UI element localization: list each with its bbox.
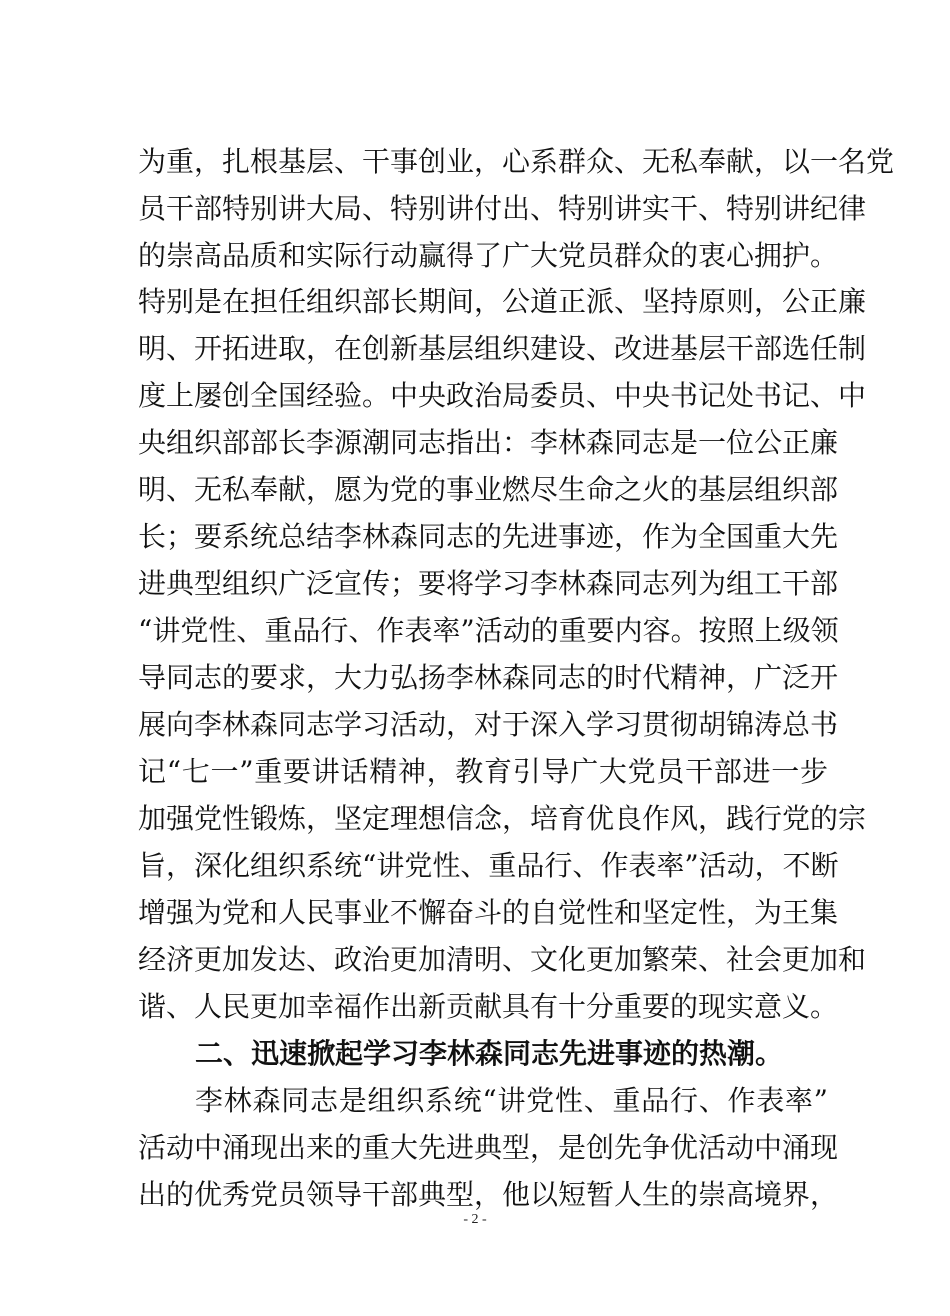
paragraph-line: 特别是在担任组织部长期间，公道正派、坚持原则，公正廉 (138, 285, 867, 318)
paragraph-line: 进典型组织广泛宣传；要将学习李林森同志列为组工干部 (138, 567, 839, 600)
page-number: - 2 - (463, 1212, 487, 1227)
paragraph-line: 展向李林森同志学习活动，对于深入学习贯彻胡锦涛总书 (138, 708, 839, 741)
paragraph-line: 李林森同志是组织系统“讲党性、重品行、作表率” (195, 1084, 828, 1117)
paragraph-line: 明、无私奉献，愿为党的事业燃尽生命之火的基层组织部 (138, 473, 839, 506)
paragraph-line: 记“七一”重要讲话精神，教育引导广大党员干部进一步 (138, 755, 828, 788)
paragraph-line: 的崇高品质和实际行动赢得了广大党员群众的衷心拥护。 (138, 239, 839, 272)
paragraph-line: 为重，扎根基层、干事创业，心系群众、无私奉献，以一名党 (138, 145, 895, 178)
paragraph-line: 明、开拓进取，在创新基层组织建设、改进基层干部选任制 (138, 332, 867, 365)
paragraph-line: 长；要系统总结李林森同志的先进事迹，作为全国重大先 (138, 520, 839, 553)
paragraph-line: 加强党性锻炼，坚定理想信念，培育优良作风，践行党的宗 (138, 802, 867, 835)
paragraph-line: 增强为党和人民事业不懈奋斗的自觉性和坚定性，为王集 (138, 896, 839, 929)
paragraph-line: 活动中涌现出来的重大先进典型，是创先争优活动中涌现 (138, 1131, 839, 1164)
paragraph-line: 旨，深化组织系统“讲党性、重品行、作表率”活动，不断 (138, 849, 839, 882)
paragraph-line: 员干部特别讲大局、特别讲付出、特别讲实干、特别讲纪律 (138, 192, 867, 225)
paragraph-line: 经济更加发达、政治更加清明、文化更加繁荣、社会更加和 (138, 943, 867, 976)
paragraph-line: “讲党性、重品行、作表率”活动的重要内容。按照上级领 (138, 614, 839, 647)
paragraph-line: 央组织部部长李源潮同志指出：李林森同志是一位公正廉 (138, 426, 839, 459)
paragraph-line: 出的优秀党员领导干部典型，他以短暂人生的崇高境界， (138, 1178, 839, 1211)
paragraph-line: 谐、人民更加幸福作出新贡献具有十分重要的现实意义。 (138, 990, 839, 1023)
section-heading: 二、迅速掀起学习李林森同志先进事迹的热潮。 (195, 1037, 784, 1070)
paragraph-line: 导同志的要求，大力弘扬李林森同志的时代精神，广泛开 (138, 661, 839, 694)
paragraph-line: 度上屡创全国经验。中央政治局委员、中央书记处书记、中 (138, 379, 867, 412)
